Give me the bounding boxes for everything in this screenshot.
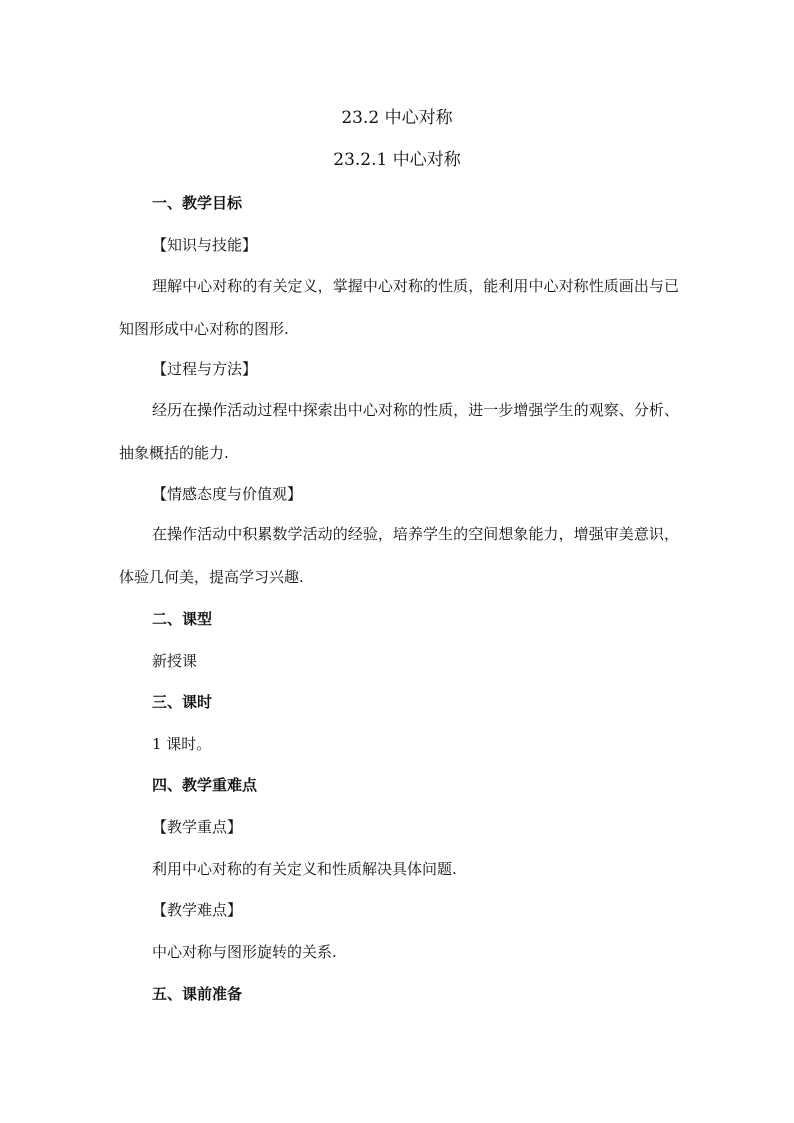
difficulty-text: 中心对称与图形旋转的关系.	[152, 943, 337, 961]
subsection-label-knowledge: 【知识与技能】	[152, 236, 258, 254]
section-heading-preparation: 五、课前准备	[152, 985, 243, 1003]
document-title: 23.2 中心对称	[341, 108, 453, 128]
document-subtitle: 23.2.1 中心对称	[333, 150, 461, 170]
subsection-label-attitude: 【情感态度与价值观】	[152, 485, 303, 503]
key-point-text: 利用中心对称的有关定义和性质解决具体问题.	[152, 860, 457, 878]
section-heading-class-hours: 三、课时	[152, 693, 213, 711]
section-heading-lesson-type: 二、课型	[152, 610, 213, 628]
subsection-label-process: 【过程与方法】	[152, 360, 258, 378]
paragraph-attitude: 在操作活动中积累数学活动的经验，培养学生的空间想象能力，增强审美意识，体验几何美，提高学习兴趣.	[119, 525, 679, 586]
class-hours-text: 1 课时。	[152, 735, 212, 753]
lesson-type-text: 新授课	[152, 652, 198, 670]
section-heading-objectives: 一、教学目标	[152, 194, 243, 212]
subsection-label-difficulty: 【教学难点】	[152, 901, 243, 919]
paragraph-knowledge: 理解中心对称的有关定义，掌握中心对称的性质，能利用中心对称性质画出与已知图形成中心对称的图形.	[119, 277, 679, 338]
subsection-label-key-point: 【教学重点】	[152, 818, 243, 836]
paragraph-process: 经历在操作活动过程中探索出中心对称的性质，进一步增强学生的观察、分析、抽象概括的能力.	[119, 401, 679, 462]
section-heading-key-points: 四、教学重难点	[152, 776, 258, 794]
